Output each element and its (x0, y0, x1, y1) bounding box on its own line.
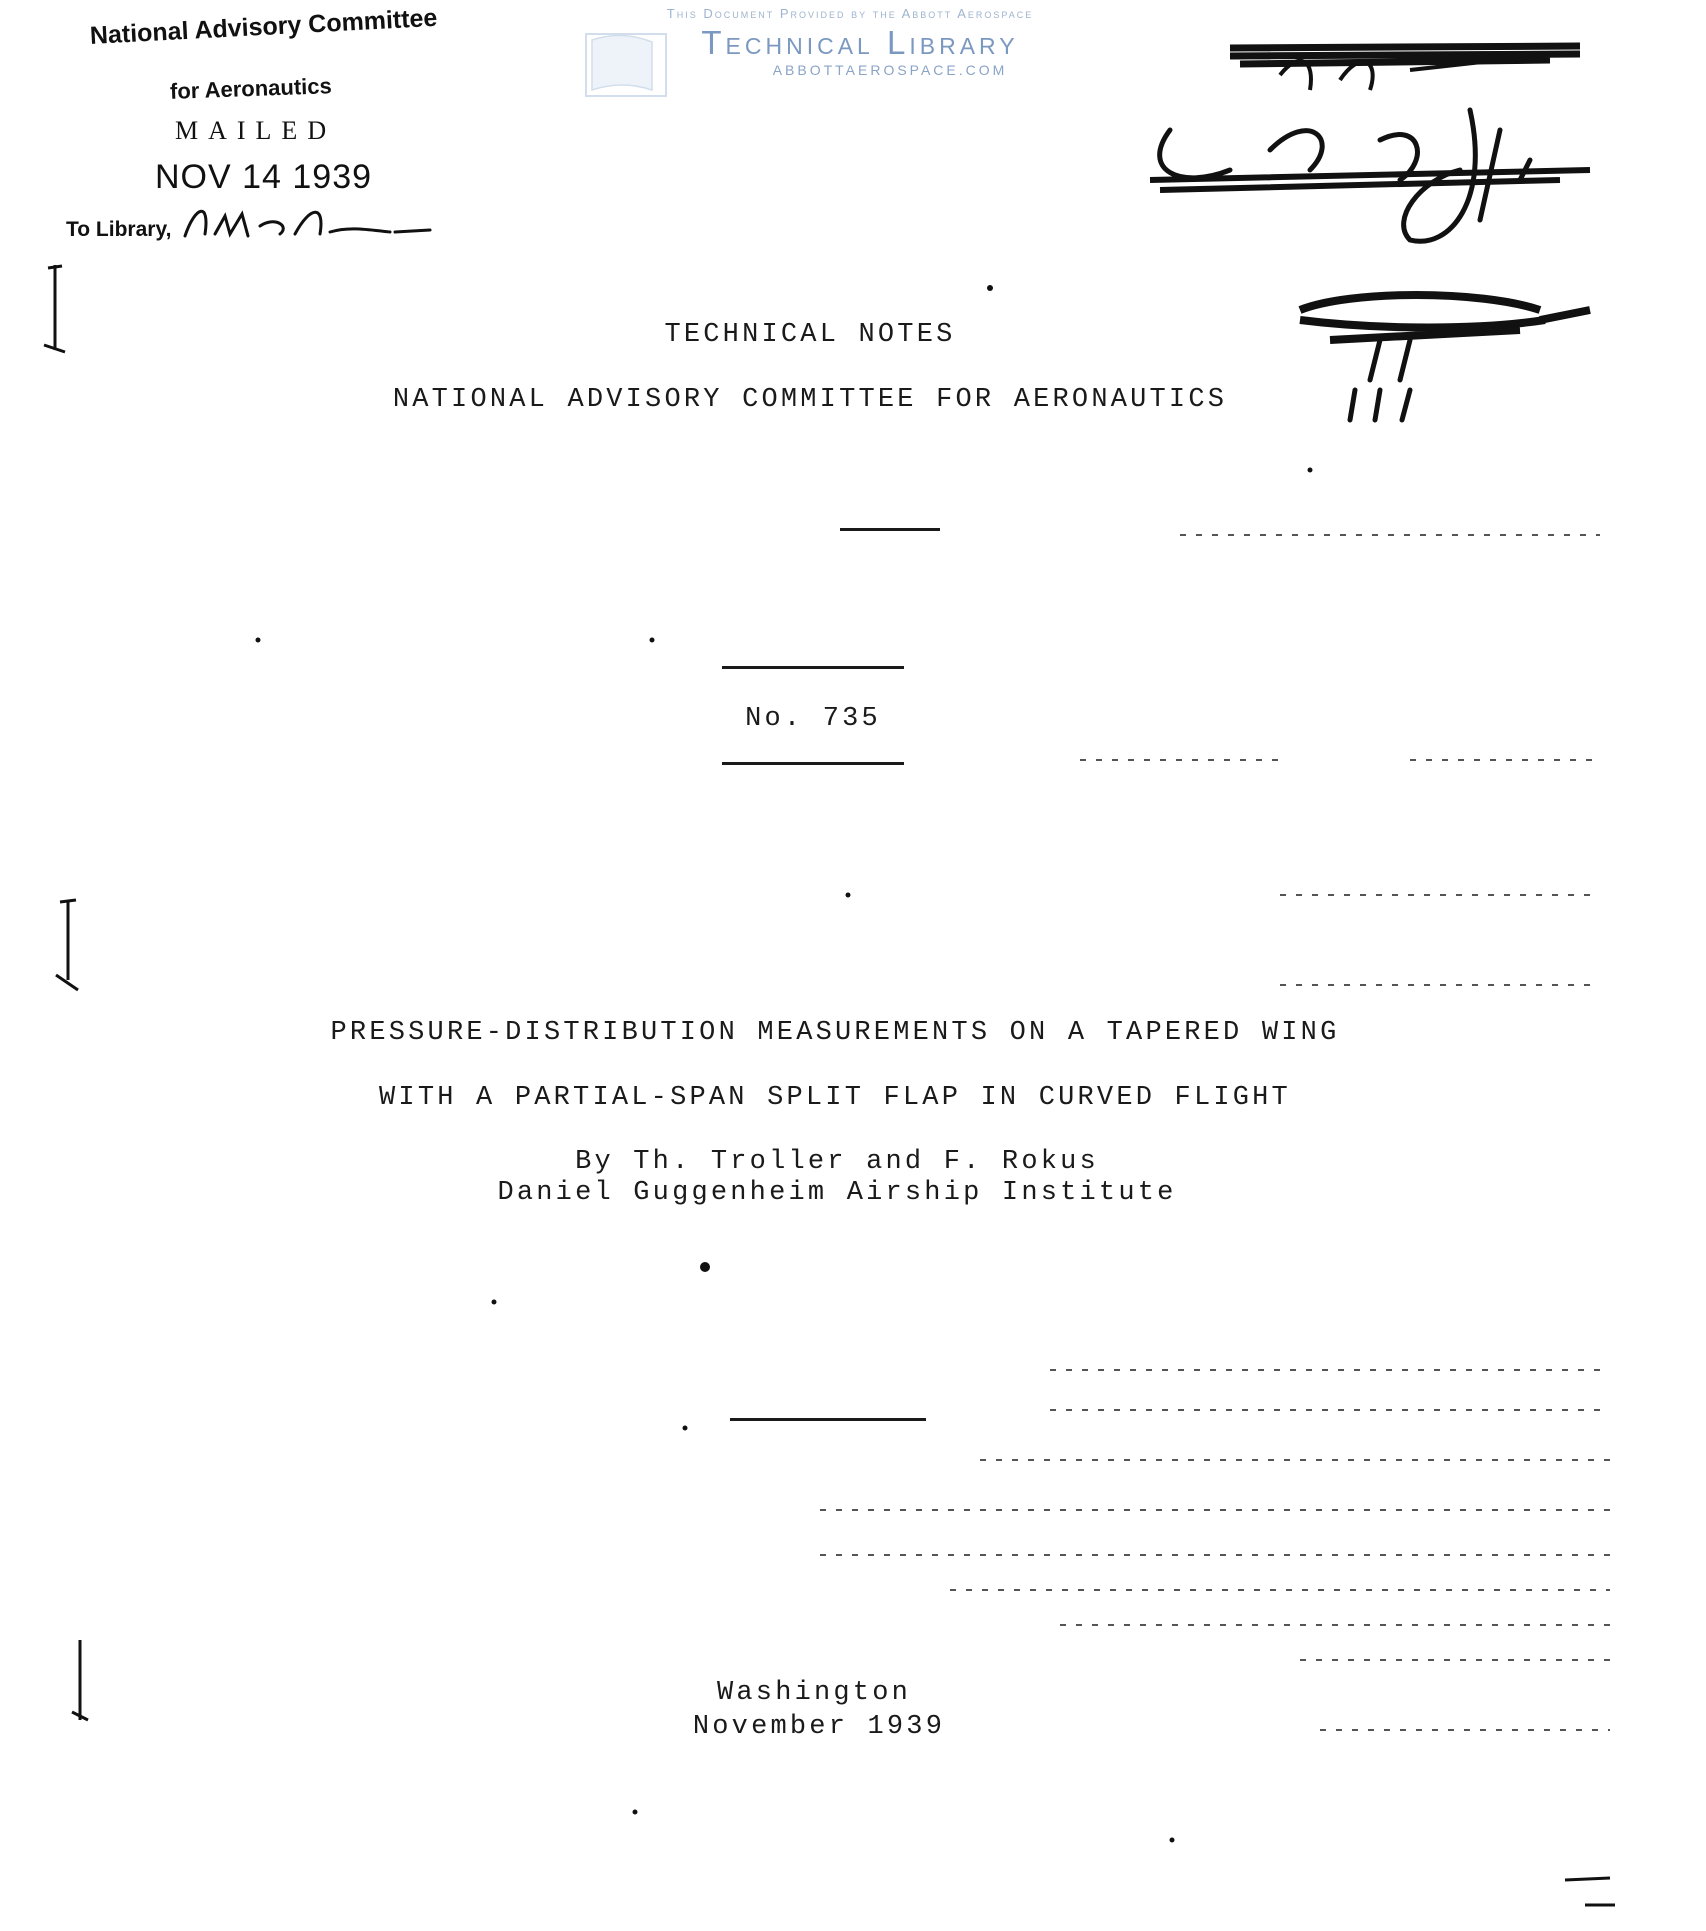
stamp-library-label: To Library, (66, 218, 172, 241)
title-line-1: PRESSURE-DISTRIBUTION MEASUREMENTS ON A TAPERED WING (330, 1018, 1340, 1048)
institute: Daniel Guggenheim Airship Institute (497, 1178, 1177, 1208)
stamp-organization: National Advisory Committee (89, 3, 438, 50)
technical-notes-heading: TECHNICAL NOTES (664, 320, 956, 350)
publication-date: November 1939 (692, 1712, 946, 1742)
committee-heading: NATIONAL ADVISORY COMMITTEE FOR AERONAUTICS (392, 385, 1228, 415)
note-number: No. 735 (745, 704, 881, 734)
stamp-organization-line2: for Aeronautics (169, 73, 333, 104)
publication-city: Washington (716, 1678, 912, 1708)
stamp-date: NOV 14 1939 (155, 158, 373, 196)
stamp-mailed: MAILED (175, 116, 337, 145)
watermark-url: ABBOTTAEROSPACE.COM (772, 62, 1008, 78)
watermark-provider-line: This Document Provided by the Abbott Aerospace (666, 6, 1034, 21)
authors: By Th. Troller and F. Rokus (575, 1147, 1099, 1177)
watermark-title: Technical Library (701, 24, 1019, 61)
title-line-2: WITH A PARTIAL-SPAN SPLIT FLAP IN CURVED FLIGHT (379, 1083, 1291, 1113)
